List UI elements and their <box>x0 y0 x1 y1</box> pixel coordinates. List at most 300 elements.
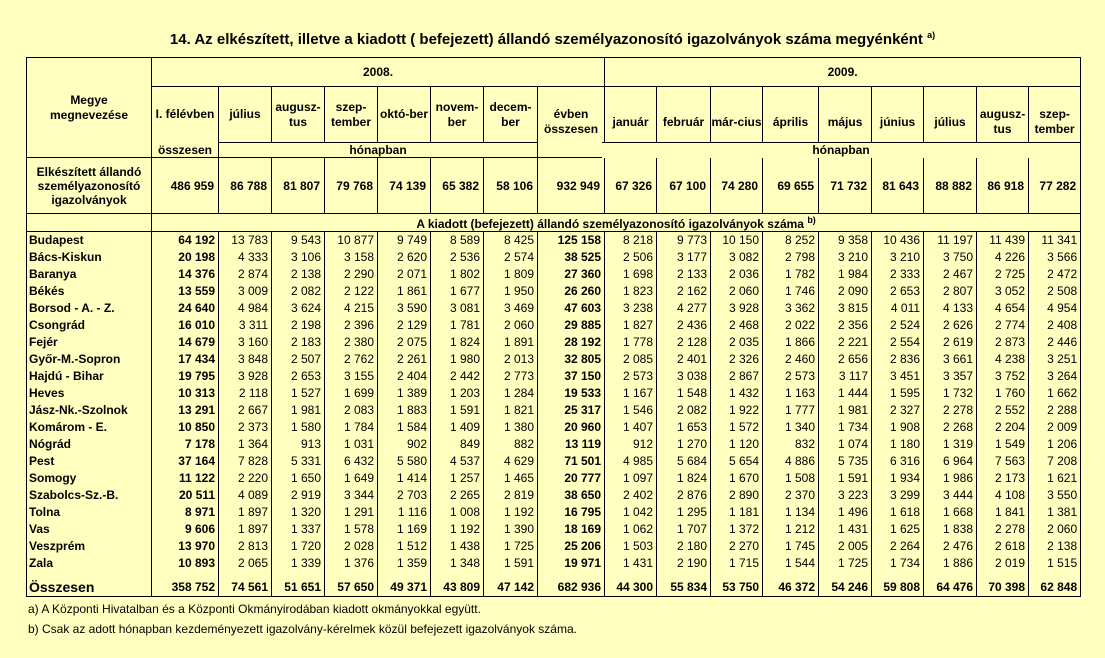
county-value: 4 108 <box>977 487 1029 504</box>
county-value: 2 005 <box>819 538 872 555</box>
county-value: 2 460 <box>763 351 819 368</box>
county-value: 2 133 <box>657 266 711 283</box>
county-value: 2 204 <box>977 419 1029 436</box>
county-value: 5 735 <box>819 453 872 470</box>
county-value: 1 438 <box>431 538 484 555</box>
county-value: 1 595 <box>872 385 924 402</box>
county-value: 1 984 <box>819 266 872 283</box>
county-value: 125 158 <box>538 232 605 249</box>
elkeszitett-value: 79 768 <box>325 158 378 214</box>
county-value: 9 543 <box>272 232 325 249</box>
county-value: 3 160 <box>219 334 272 351</box>
county-value: 1 544 <box>763 555 819 572</box>
honapban-2009-subheader: hónapban <box>602 142 1080 158</box>
county-value: 1 715 <box>711 555 763 572</box>
county-value: 1 584 <box>378 419 431 436</box>
table-row <box>27 249 1081 266</box>
elkeszitett-value: 67 326 <box>605 158 657 214</box>
county-value: 1 591 <box>431 402 484 419</box>
elkeszitett-value: 71 732 <box>819 158 872 214</box>
county-value: 3 106 <box>272 249 325 266</box>
county-value: 4 985 <box>605 453 657 470</box>
county-value: 1 981 <box>272 402 325 419</box>
county-value: 1 409 <box>431 419 484 436</box>
county-value: 2 060 <box>484 317 538 334</box>
table-row <box>27 555 1081 572</box>
county-value: 1 886 <box>924 555 977 572</box>
county-value: 1 284 <box>484 385 538 402</box>
month-header-2009: június <box>872 87 924 158</box>
month-header-2009: május <box>819 87 872 158</box>
month-header-2009: szep-tember <box>1029 87 1081 158</box>
county-value: 2 288 <box>1029 402 1081 419</box>
county-value: 4 333 <box>219 249 272 266</box>
county-value: 3 081 <box>431 300 484 317</box>
county-value: 2 090 <box>819 283 872 300</box>
county-value: 1 465 <box>484 470 538 487</box>
county-value: 29 885 <box>538 317 605 334</box>
county-value: 1 781 <box>431 317 484 334</box>
county-value: 6 316 <box>872 453 924 470</box>
county-value: 1 295 <box>657 504 711 521</box>
total-value: 53 750 <box>711 578 763 597</box>
month-header-2008: decem-ber <box>484 87 538 143</box>
elkeszitett-value: 88 882 <box>924 158 977 214</box>
county-value: 1 062 <box>605 521 657 538</box>
county-value: 16 795 <box>538 504 605 521</box>
elkeszitett-value: 65 382 <box>431 158 484 214</box>
elkeszitett-value: 86 918 <box>977 158 1029 214</box>
county-value: 1 950 <box>484 283 538 300</box>
county-value: 1 270 <box>657 436 711 453</box>
county-value: 4 215 <box>325 300 378 317</box>
county-value: 14 679 <box>152 334 219 351</box>
table-row <box>27 504 1081 521</box>
month-header-2009: február <box>657 87 711 158</box>
table-row <box>27 283 1081 300</box>
county-value: 6 964 <box>924 453 977 470</box>
county-value: 2 552 <box>977 402 1029 419</box>
county-value: 2 118 <box>219 385 272 402</box>
county-value: 2 075 <box>378 334 431 351</box>
elkeszitett-value: 81 643 <box>872 158 924 214</box>
county-value: 3 661 <box>924 351 977 368</box>
table-row <box>27 266 1081 283</box>
county-value: 1 824 <box>431 334 484 351</box>
county-value: 20 960 <box>538 419 605 436</box>
elkeszitett-value: 69 655 <box>763 158 819 214</box>
county-value: 2 620 <box>378 249 431 266</box>
county-name: Pest <box>27 453 152 470</box>
county-name: Jász-Nk.-Szolnok <box>27 402 152 419</box>
county-value: 2 035 <box>711 334 763 351</box>
county-value: 1 827 <box>605 317 657 334</box>
county-value: 1 572 <box>711 419 763 436</box>
total-value: 74 561 <box>219 578 272 597</box>
county-value: 1 725 <box>484 538 538 555</box>
county-value: 1 897 <box>219 504 272 521</box>
county-value: 1 097 <box>605 470 657 487</box>
county-value: 2 807 <box>924 283 977 300</box>
county-value: 1 337 <box>272 521 325 538</box>
county-value: 1 653 <box>657 419 711 436</box>
month-header-2009: augusz-tus <box>977 87 1029 158</box>
county-value: 1 618 <box>872 504 924 521</box>
county-value: 3 158 <box>325 249 378 266</box>
table-row <box>27 385 1081 402</box>
county-value: 2 022 <box>763 317 819 334</box>
county-value: 2 703 <box>378 487 431 504</box>
total-value: 46 372 <box>763 578 819 597</box>
county-value: 2 221 <box>819 334 872 351</box>
county-value: 2 536 <box>431 249 484 266</box>
county-value: 1 821 <box>484 402 538 419</box>
county-value: 2 507 <box>272 351 325 368</box>
county-value: 1 512 <box>378 538 431 555</box>
county-value: 10 150 <box>711 232 763 249</box>
county-value: 1 376 <box>325 555 378 572</box>
total-value: 59 808 <box>872 578 924 597</box>
month-header-2008: augusz-tus <box>272 87 325 143</box>
county-value: 20 198 <box>152 249 219 266</box>
county-value: 1 116 <box>378 504 431 521</box>
county-value: 2 508 <box>1029 283 1081 300</box>
county-value: 1 777 <box>763 402 819 419</box>
county-value: 1 496 <box>819 504 872 521</box>
county-value: 2 183 <box>272 334 325 351</box>
county-value: 1 359 <box>378 555 431 572</box>
county-value: 4 238 <box>977 351 1029 368</box>
county-value: 2 082 <box>657 402 711 419</box>
county-value: 10 313 <box>152 385 219 402</box>
county-value: 2 890 <box>711 487 763 504</box>
county-value: 1 809 <box>484 266 538 283</box>
county-value: 2 190 <box>657 555 711 572</box>
county-value: 1 169 <box>378 521 431 538</box>
year-2008-header: 2008. <box>152 58 605 87</box>
county-value: 2 554 <box>872 334 924 351</box>
county-value: 11 439 <box>977 232 1029 249</box>
county-value: 2 436 <box>657 317 711 334</box>
county-value: 1 008 <box>431 504 484 521</box>
county-value: 2 619 <box>924 334 977 351</box>
total-value: 64 476 <box>924 578 977 597</box>
county-value: 3 624 <box>272 300 325 317</box>
county-value: 19 971 <box>538 555 605 572</box>
county-value: 2 373 <box>219 419 272 436</box>
county-value: 1 319 <box>924 436 977 453</box>
total-value: 358 752 <box>152 578 219 597</box>
county-name: Vas <box>27 521 152 538</box>
county-value: 2 813 <box>219 538 272 555</box>
county-name: Veszprém <box>27 538 152 555</box>
county-value: 2 573 <box>605 368 657 385</box>
county-name: Győr-M.-Sopron <box>27 351 152 368</box>
county-value: 10 436 <box>872 232 924 249</box>
county-value: 3 052 <box>977 283 1029 300</box>
table-row <box>27 351 1081 368</box>
county-value: 7 828 <box>219 453 272 470</box>
total-value: 51 651 <box>272 578 325 597</box>
county-value: 2 333 <box>872 266 924 283</box>
county-value: 8 971 <box>152 504 219 521</box>
county-value: 1 922 <box>711 402 763 419</box>
county-value: 37 150 <box>538 368 605 385</box>
county-value: 3 155 <box>325 368 378 385</box>
county-value: 1 861 <box>378 283 431 300</box>
county-value: 2 009 <box>1029 419 1081 436</box>
county-name: Somogy <box>27 470 152 487</box>
county-value: 2 798 <box>763 249 819 266</box>
county-value: 3 299 <box>872 487 924 504</box>
county-name: Zala <box>27 555 152 572</box>
county-value: 1 698 <box>605 266 657 283</box>
county-value: 1 745 <box>763 538 819 555</box>
county-value: 10 877 <box>325 232 378 249</box>
county-value: 8 425 <box>484 232 538 249</box>
county-value: 1 649 <box>325 470 378 487</box>
county-value: 4 629 <box>484 453 538 470</box>
county-value: 2 128 <box>657 334 711 351</box>
county-value: 2 290 <box>325 266 378 283</box>
county-value: 882 <box>484 436 538 453</box>
honapban-2008-subheader: hónapban <box>219 143 538 158</box>
county-value: 1 580 <box>272 419 325 436</box>
county-value: 2 278 <box>924 402 977 419</box>
county-value: 4 954 <box>1029 300 1081 317</box>
county-value: 3 009 <box>219 283 272 300</box>
county-value: 1 120 <box>711 436 763 453</box>
county-value: 1 372 <box>711 521 763 538</box>
data-table <box>26 57 1081 597</box>
county-value: 19 795 <box>152 368 219 385</box>
county-value: 71 501 <box>538 453 605 470</box>
county-value: 2 656 <box>819 351 872 368</box>
county-value: 1 180 <box>872 436 924 453</box>
elkeszitett-value: 67 100 <box>657 158 711 214</box>
county-value: 2 404 <box>378 368 431 385</box>
county-value: 2 472 <box>1029 266 1081 283</box>
county-value: 1 431 <box>819 521 872 538</box>
county-value: 1 390 <box>484 521 538 538</box>
total-value: 44 300 <box>605 578 657 597</box>
county-value: 9 749 <box>378 232 431 249</box>
total-value: 43 809 <box>431 578 484 597</box>
county-value: 1 444 <box>819 385 872 402</box>
county-value: 2 085 <box>605 351 657 368</box>
county-value: 4 277 <box>657 300 711 317</box>
county-value: 3 815 <box>819 300 872 317</box>
total-value: 62 848 <box>1029 578 1081 597</box>
county-value: 1 203 <box>431 385 484 402</box>
county-value: 2 173 <box>977 470 1029 487</box>
county-value: 3 251 <box>1029 351 1081 368</box>
elkeszitett-value: 86 788 <box>219 158 272 214</box>
county-value: 8 252 <box>763 232 819 249</box>
kiadott-footnote-mark: b) <box>807 214 816 225</box>
county-value: 1 662 <box>1029 385 1081 402</box>
county-value: 2 773 <box>484 368 538 385</box>
county-value: 1 503 <box>605 538 657 555</box>
county-value: 1 340 <box>763 419 819 436</box>
county-name: Békés <box>27 283 152 300</box>
month-header-2009: január <box>605 87 657 158</box>
county-value: 2 468 <box>711 317 763 334</box>
county-value: 2 180 <box>657 538 711 555</box>
county-value: 912 <box>605 436 657 453</box>
county-value: 1 670 <box>711 470 763 487</box>
year-2009-header: 2009. <box>605 58 1081 87</box>
county-value: 1 677 <box>431 283 484 300</box>
megye-header: Megye megnevezése <box>27 58 152 158</box>
county-value: 1 339 <box>272 555 325 572</box>
county-value: 25 206 <box>538 538 605 555</box>
county-value: 5 654 <box>711 453 763 470</box>
county-value: 2 326 <box>711 351 763 368</box>
county-value: 2 467 <box>924 266 977 283</box>
county-value: 2 762 <box>325 351 378 368</box>
county-value: 37 164 <box>152 453 219 470</box>
county-value: 10 893 <box>152 555 219 572</box>
total-label: Összesen <box>27 578 152 597</box>
county-value: 1 746 <box>763 283 819 300</box>
county-value: 2 270 <box>711 538 763 555</box>
county-value: 1 206 <box>1029 436 1081 453</box>
county-value: 38 650 <box>538 487 605 504</box>
county-value: 2 370 <box>763 487 819 504</box>
elkeszitett-value: 486 959 <box>152 158 219 214</box>
county-value: 1 515 <box>1029 555 1081 572</box>
county-value: 1 981 <box>819 402 872 419</box>
county-value: 3 451 <box>872 368 924 385</box>
county-value: 1 725 <box>819 555 872 572</box>
county-value: 7 208 <box>1029 453 1081 470</box>
county-value: 2 653 <box>272 368 325 385</box>
county-value: 2 198 <box>272 317 325 334</box>
table-row <box>27 402 1081 419</box>
total-value: 47 142 <box>484 578 538 597</box>
county-value: 1 591 <box>484 555 538 572</box>
county-value: 3 928 <box>219 368 272 385</box>
county-value: 2 725 <box>977 266 1029 283</box>
county-value: 1 891 <box>484 334 538 351</box>
county-value: 1 212 <box>763 521 819 538</box>
county-name: Csongrád <box>27 317 152 334</box>
county-value: 2 876 <box>657 487 711 504</box>
county-value: 2 874 <box>219 266 272 283</box>
table-row <box>27 334 1081 351</box>
county-value: 8 218 <box>605 232 657 249</box>
county-value: 38 525 <box>538 249 605 266</box>
county-value: 1 699 <box>325 385 378 402</box>
county-value: 1 364 <box>219 436 272 453</box>
month-header-2008: novem-ber <box>431 87 484 143</box>
county-value: 1 527 <box>272 385 325 402</box>
county-value: 1 732 <box>924 385 977 402</box>
county-value: 2 264 <box>872 538 924 555</box>
elkeszitett-value: 74 280 <box>711 158 763 214</box>
county-value: 2 060 <box>711 283 763 300</box>
county-value: 5 580 <box>378 453 431 470</box>
county-value: 3 177 <box>657 249 711 266</box>
county-value: 2 653 <box>872 283 924 300</box>
county-value: 1 167 <box>605 385 657 402</box>
total-row <box>27 578 1081 597</box>
county-value: 2 138 <box>272 266 325 283</box>
county-value: 2 442 <box>431 368 484 385</box>
county-value: 2 873 <box>977 334 1029 351</box>
table-row <box>27 300 1081 317</box>
table-row <box>27 368 1081 385</box>
county-value: 2 573 <box>763 368 819 385</box>
county-value: 1 778 <box>605 334 657 351</box>
elkeszitett-value: 77 282 <box>1029 158 1081 214</box>
county-value: 13 119 <box>538 436 605 453</box>
county-value: 2 065 <box>219 555 272 572</box>
county-value: 1 074 <box>819 436 872 453</box>
county-value: 1 883 <box>378 402 431 419</box>
county-value: 27 360 <box>538 266 605 283</box>
county-value: 3 566 <box>1029 249 1081 266</box>
county-value: 2 667 <box>219 402 272 419</box>
county-value: 3 264 <box>1029 368 1081 385</box>
county-value: 2 408 <box>1029 317 1081 334</box>
county-value: 3 210 <box>819 249 872 266</box>
blank-cell <box>27 214 152 232</box>
county-value: 2 261 <box>378 351 431 368</box>
county-value: 25 317 <box>538 402 605 419</box>
county-value: 2 220 <box>219 470 272 487</box>
county-value: 1 134 <box>763 504 819 521</box>
county-name: Nógrád <box>27 436 152 453</box>
county-value: 4 226 <box>977 249 1029 266</box>
county-value: 2 506 <box>605 249 657 266</box>
county-value: 1 192 <box>484 504 538 521</box>
table-row <box>27 470 1081 487</box>
elkeszitett-value: 58 106 <box>484 158 538 214</box>
county-value: 1 621 <box>1029 470 1081 487</box>
county-value: 1 591 <box>819 470 872 487</box>
county-value: 1 348 <box>431 555 484 572</box>
county-value: 832 <box>763 436 819 453</box>
county-value: 2 396 <box>325 317 378 334</box>
county-value: 4 089 <box>219 487 272 504</box>
total-value: 55 834 <box>657 578 711 597</box>
county-value: 17 434 <box>152 351 219 368</box>
county-value: 2 626 <box>924 317 977 334</box>
county-value: 1 650 <box>272 470 325 487</box>
county-value: 2 083 <box>325 402 378 419</box>
kiadott-title-text: A kiadott (befejezett) állandó személyazonosító igazolványok száma <box>416 216 804 231</box>
county-value: 3 848 <box>219 351 272 368</box>
table-row <box>27 436 1081 453</box>
county-value: 16 010 <box>152 317 219 334</box>
county-value: 1 432 <box>711 385 763 402</box>
county-value: 2 836 <box>872 351 924 368</box>
county-value: 3 357 <box>924 368 977 385</box>
elkeszitett-value: 81 807 <box>272 158 325 214</box>
county-value: 2 476 <box>924 538 977 555</box>
county-value: 2 774 <box>977 317 1029 334</box>
table-row <box>27 317 1081 334</box>
county-value: 64 192 <box>152 232 219 249</box>
month-header-2009: április <box>763 87 819 158</box>
county-value: 3 223 <box>819 487 872 504</box>
table-row <box>27 453 1081 470</box>
county-value: 3 362 <box>763 300 819 317</box>
county-value: 1 980 <box>431 351 484 368</box>
county-value: 4 984 <box>219 300 272 317</box>
